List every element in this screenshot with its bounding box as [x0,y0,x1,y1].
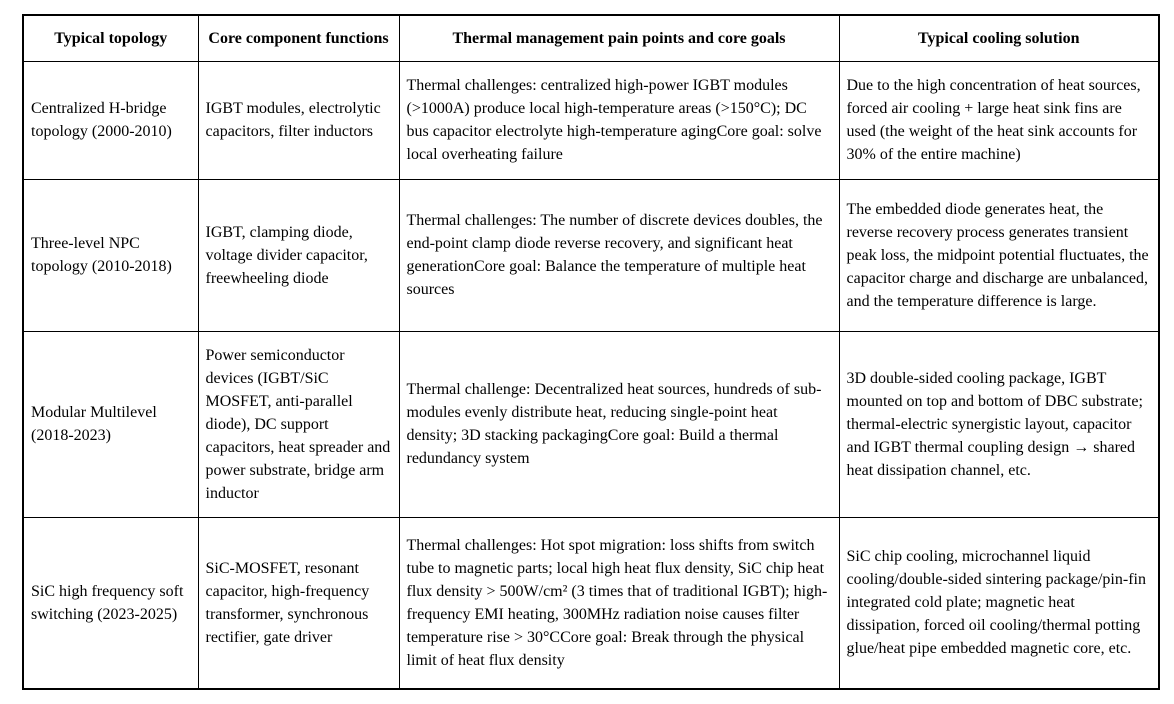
cell-cooling: The embedded diode generates heat, the reverse recovery process generates transient peak loss, the midpoint potential fluctuates, the capacitor charge and discharge are unbalanced, and the temperature difference is large. [839,179,1159,331]
table-row [23,331,1159,517]
cell-components: Power semiconductor devices (IGBT/SiC MOSFET, anti-parallel diode), DC support capacitors, heat spreader and power substrate, bridge arm inductor [198,331,399,517]
cell-cooling: SiC chip cooling, microchannel liquid cooling/double-sided sintering package/pin-fin integrated cold plate; magnetic heat dissipation, forced oil cooling/thermal potting glue/heat pipe embedded magnetic core, etc. [839,517,1159,689]
topology-evolution-table [22,14,1160,690]
cell-components: IGBT, clamping diode, voltage divider capacitor, freewheeling diode [198,179,399,331]
table-row [23,179,1159,331]
cell-pain-points: Thermal challenges: Hot spot migration: loss shifts from switch tube to magnetic parts; local high heat flux density, SiC chip heat flux density > 500W/cm² (3 times that of traditional IGBT); high-frequency EMI heating, 300MHz radiation noise causes filter temperature rise > 30°CCore goal: Break through the physical limit of heat flux density [399,517,839,689]
col-header-core-component-functions: Core component functions [198,15,399,61]
col-header-typical-topology: Typical topology [23,15,198,61]
col-header-thermal-pain-points: Thermal management pain points and core goals [399,15,839,61]
cell-topology: Three-level NPC topology (2010-2018) [23,179,198,331]
cell-components: SiC-MOSFET, resonant capacitor, high-frequency transformer, synchronous rectifier, gate driver [198,517,399,689]
table-row [23,61,1159,179]
cell-pain-points: Thermal challenge: Decentralized heat sources, hundreds of sub-modules evenly distribute heat, reducing single-point heat density; 3D stacking packagingCore goal: Build a thermal redundancy system [399,331,839,517]
table-row [23,517,1159,689]
col-header-typical-cooling-solution: Typical cooling solution [839,15,1159,61]
header-row [23,15,1159,61]
cell-topology: SiC high frequency soft switching (2023-2025) [23,517,198,689]
cell-topology: Centralized H-bridge topology (2000-2010) [23,61,198,179]
cell-topology: Modular Multilevel (2018-2023) [23,331,198,517]
cell-cooling: Due to the high concentration of heat sources, forced air cooling + large heat sink fins are used (the weight of the heat sink accounts for 30% of the entire machine) [839,61,1159,179]
cell-components: IGBT modules, electrolytic capacitors, filter inductors [198,61,399,179]
cell-pain-points: Thermal challenges: The number of discrete devices doubles, the end-point clamp diode reverse recovery, and significant heat generationCore goal: Balance the temperature of multiple heat sources [399,179,839,331]
cell-pain-points: Thermal challenges: centralized high-power IGBT modules (>1000A) produce local high-temperature areas (>150°C); DC bus capacitor electrolyte high-temperature agingCore goal: solve local overheating failure [399,61,839,179]
cell-cooling: 3D double-sided cooling package, IGBT mounted on top and bottom of DBC substrate; thermal-electric synergistic layout, capacitor and IGBT thermal coupling design → shared heat dissipation channel, etc. [839,331,1159,517]
